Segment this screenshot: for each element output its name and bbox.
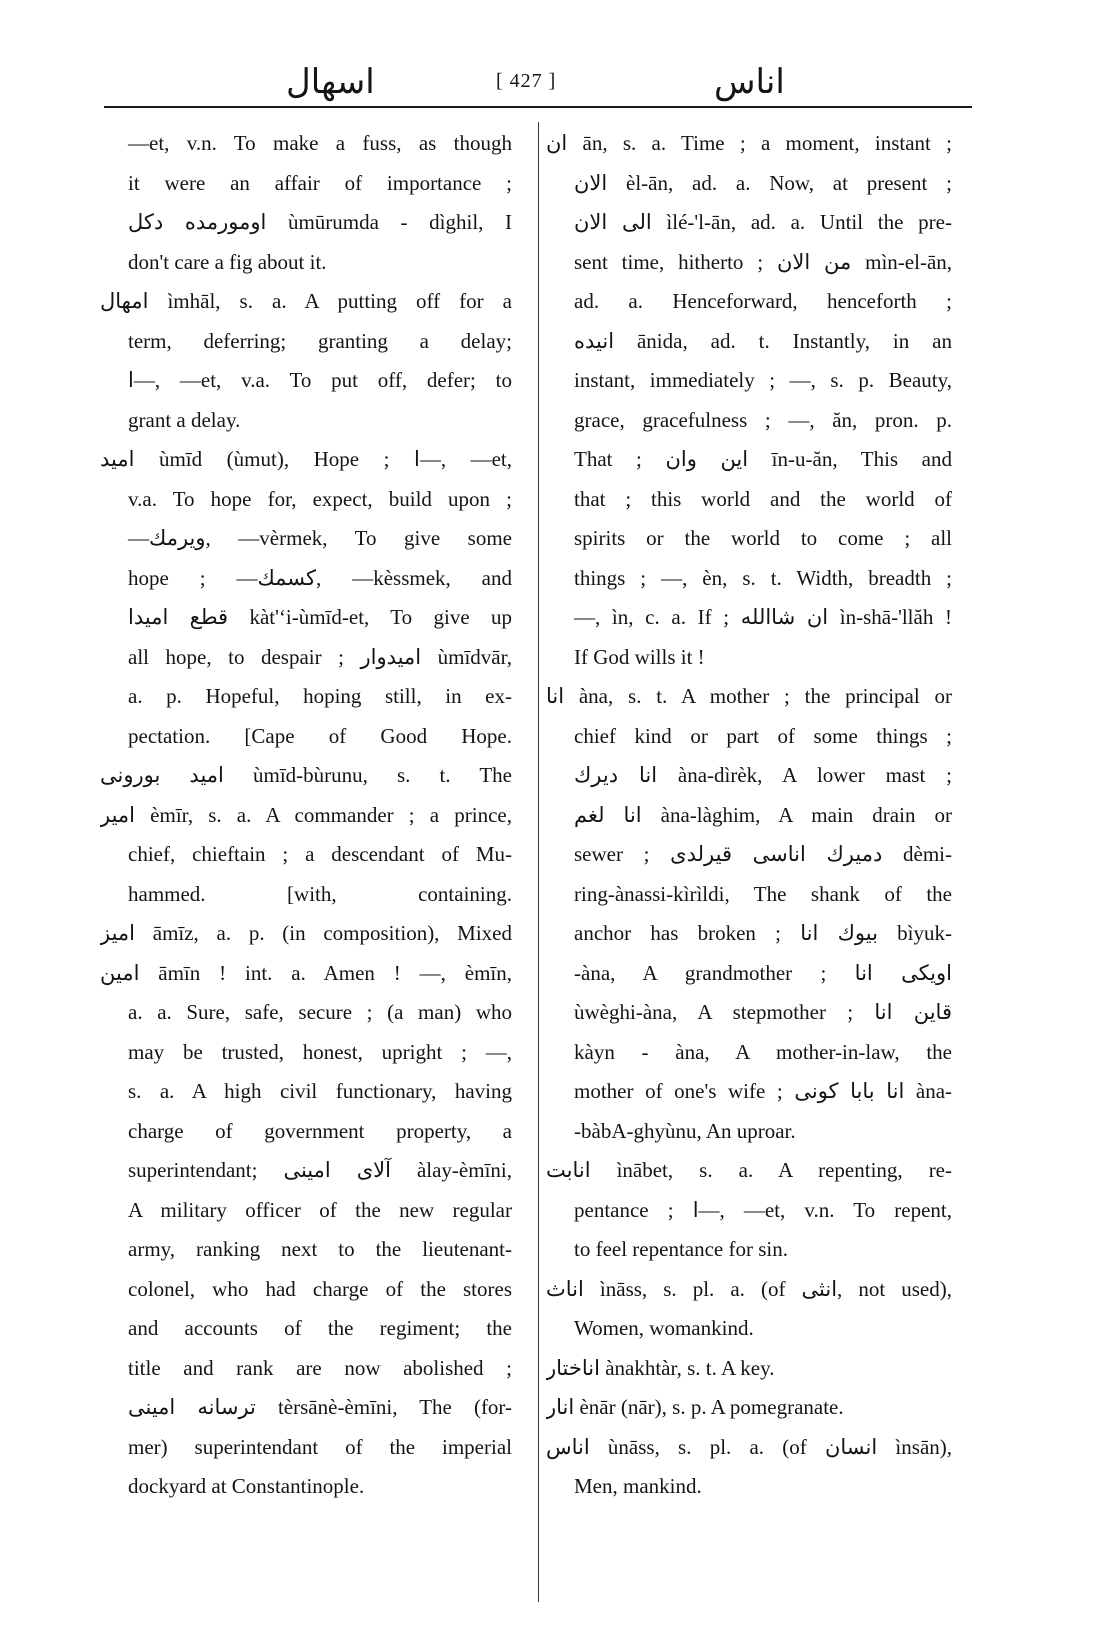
dictionary-line: a. p. Hopeful, hoping still, in ex- xyxy=(128,684,512,708)
dictionary-line: A military officer of the new regular xyxy=(128,1197,512,1222)
dictionary-line: mother of one's wife ; انا بابا کونی àna- xyxy=(574,1079,952,1103)
dictionary-line: ùwèghi-àna, A stepmother ; قاین انا xyxy=(574,1000,952,1024)
header-rule xyxy=(104,106,972,108)
dictionary-line: الان èl-ān, ad. a. Now, at present ; xyxy=(574,170,952,195)
dictionary-line: اناث ìnāss, s. pl. a. (of انثی, not used), xyxy=(546,1276,952,1301)
dictionary-line: انابت ìnābet, s. a. A repenting, re- xyxy=(546,1158,952,1182)
dictionary-line: v.a. To hope for, expect, build upon ; xyxy=(128,486,512,511)
dictionary-line: -bàbA-ghyùnu, An uproar. xyxy=(574,1118,796,1143)
dictionary-line: title and rank are now abolished ; xyxy=(128,1355,512,1380)
dictionary-line: spirits or the world to come ; all xyxy=(574,526,952,550)
dictionary-line: grant a delay. xyxy=(128,407,241,432)
dictionary-line: انا دیرك àna-dìrèk, A lower mast ; xyxy=(574,763,952,787)
page-number: [ 427 ] xyxy=(496,70,557,92)
dictionary-line: If God wills it ! xyxy=(574,644,705,669)
left-column xyxy=(100,124,512,1507)
dictionary-line: —, ìn, c. a. If ; ان شاالله ìn-shā-'llăh ! xyxy=(574,605,952,629)
dictionary-line: Men, mankind. xyxy=(574,1474,702,1498)
dictionary-line: امیز āmīz, a. p. (in composition), Mixed xyxy=(100,921,512,945)
dictionary-line: hammed. [with, containing. xyxy=(128,881,512,906)
dictionary-line: اناس ùnāss, s. pl. a. (of انسان ìnsān), xyxy=(546,1434,952,1459)
dictionary-line: army, ranking next to the lieutenant- xyxy=(128,1237,512,1261)
dictionary-line: انا àna, s. t. A mother ; the principal or xyxy=(546,684,952,708)
dictionary-line: grace, gracefulness ; —, ăn, pron. p. xyxy=(574,407,952,432)
right-column xyxy=(546,124,952,1507)
dictionary-line: things ; —, èn, s. t. Width, breadth ; xyxy=(574,565,952,590)
dictionary-line: term, deferring; granting a delay; xyxy=(128,328,512,353)
dictionary-line: قطع امیدا kàt'‘i-ùmīd-et, To give up xyxy=(128,605,512,629)
dictionary-line: ad. a. Henceforward, henceforth ; xyxy=(574,289,952,313)
dictionary-line: sent time, hitherto ; من الان mìn-el-ān, xyxy=(574,249,952,274)
dictionary-line: —et, v.n. To make a fuss, as though xyxy=(128,131,512,155)
dictionary-line: اناختار ànakhtàr, s. t. A key. xyxy=(546,1355,775,1380)
dictionary-line: to feel repentance for sin. xyxy=(574,1237,788,1261)
column-divider xyxy=(538,122,539,1602)
dictionary-line: انیده ānida, ad. t. Instantly, in an xyxy=(574,328,952,353)
dictionary-line: —ويرمك, —vèrmek, To give some xyxy=(128,526,512,550)
dictionary-line: dockyard at Constantinople. xyxy=(128,1474,365,1498)
dictionary-line: امیر èmīr, s. a. A commander ; a prince, xyxy=(100,802,512,827)
dictionary-line: الی الان ìlé-'l-ān, ad. a. Until the pre- xyxy=(574,210,952,234)
dictionary-line: ان ān, s. a. Time ; a moment, instant ; xyxy=(546,131,952,155)
dictionary-line: chief kind or part of some things ; xyxy=(574,723,952,748)
dictionary-line: kàyn - àna, A mother-in-law, the xyxy=(574,1039,952,1064)
dictionary-line: ا—, —et, v.a. To put off, defer; to xyxy=(128,368,512,392)
dictionary-line: امهال ìmhāl, s. a. A putting off for a xyxy=(100,289,512,313)
dictionary-line: may be trusted, honest, upright ; —, xyxy=(128,1039,512,1064)
page-header xyxy=(104,58,972,104)
dictionary-line: anchor has broken ; بیوك انا bìyuk- xyxy=(574,921,952,945)
dictionary-line: sewer ; دمیرك اناسی قیرلدی dèmi- xyxy=(574,842,952,866)
dictionary-line: pectation. [Cape of Good Hope. xyxy=(128,723,512,748)
dictionary-line: s. a. A high civil functionary, having xyxy=(128,1079,512,1103)
dictionary-line: that ; this world and the world of xyxy=(574,486,952,511)
left-running-head: اسهال xyxy=(286,64,375,101)
dictionary-line: don't care a fig about it. xyxy=(128,249,327,274)
dictionary-line: mer) superintendant of the imperial xyxy=(128,1434,512,1459)
dictionary-line: اومورمده دکل ùmūrumda - dìghil, I xyxy=(128,210,512,234)
dictionary-line: -àna, A grandmother ; اویکی انا xyxy=(574,960,952,985)
dictionary-line: ترسانه امینی tèrsānè-èmīni, The (for- xyxy=(128,1395,512,1419)
dictionary-line: a. a. Sure, safe, secure ; (a man) who xyxy=(128,1000,512,1024)
dictionary-line: انا لغم àna-làghim, A main drain or xyxy=(574,802,952,827)
right-running-head: اناس xyxy=(714,64,785,101)
dictionary-line: امین āmīn ! int. a. Amen ! —, èmīn, xyxy=(100,960,512,985)
dictionary-line: انار ènār (nār), s. p. A pomegranate. xyxy=(546,1395,844,1419)
dictionary-line: colonel, who had charge of the stores xyxy=(128,1276,512,1301)
dictionary-line: instant, immediately ; —, s. p. Beauty, xyxy=(574,368,952,392)
dictionary-line: and accounts of the regiment; the xyxy=(128,1316,512,1340)
dictionary-line: pentance ; ا—, —et, v.n. To repent, xyxy=(574,1197,952,1222)
dictionary-line: superintendant; آلای امینی àlay-èmīni, xyxy=(128,1158,512,1182)
dictionary-line: امید بورونی ùmīd-bùrunu, s. t. The xyxy=(100,763,512,787)
dictionary-line: ring-ànassi-kìrìldi, The shank of the xyxy=(574,881,952,906)
dictionary-line: That ; این وان īn-u-ăn, This and xyxy=(574,447,952,471)
dictionary-line: Women, womankind. xyxy=(574,1316,754,1340)
dictionary-line: امید ùmīd (ùmut), Hope ; ا—, —et, xyxy=(100,447,512,471)
dictionary-line: chief, chieftain ; a descendant of Mu- xyxy=(128,842,512,866)
dictionary-line: hope ; —كسمك, —kèssmek, and xyxy=(128,565,512,590)
dictionary-line: all hope, to despair ; امیدوار ùmīdvār, xyxy=(128,644,512,669)
dictionary-line: charge of government property, a xyxy=(128,1118,512,1143)
dictionary-line: it were an affair of importance ; xyxy=(128,170,512,195)
